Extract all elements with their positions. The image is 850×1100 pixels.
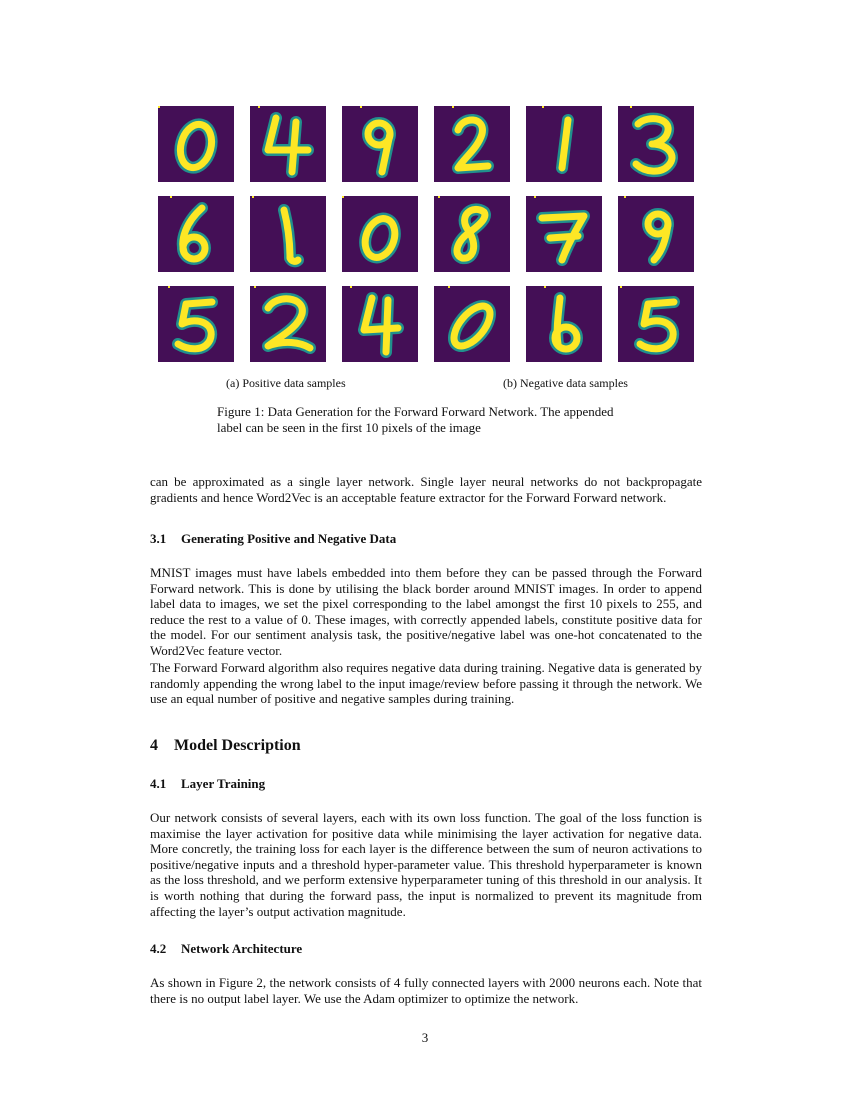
section-title: Model Description [174, 737, 301, 754]
digit-tile [250, 106, 326, 182]
digit-tile [158, 196, 234, 272]
section-heading-4 [150, 737, 301, 755]
page-number: 3 [421, 1030, 429, 1045]
figure-1 [158, 106, 698, 362]
figure-caption-label: Figure 1: [217, 404, 265, 419]
digit-tile [250, 196, 326, 272]
section-title: Network Architecture [181, 941, 303, 956]
section-number: 4.1 [150, 776, 167, 791]
section-heading-4-1 [150, 776, 265, 792]
digit-tile [250, 286, 326, 362]
digit-tile [342, 286, 418, 362]
digit-tile [526, 286, 602, 362]
section-heading-4-2 [150, 941, 302, 957]
figure-caption-text: Data Generation for the Forward Forward Network. The appended label can be seen in the first 10 pixels of the image [217, 404, 614, 435]
digit-tile [618, 286, 694, 362]
paragraph-3-1-b: The Forward Forward algorithm also requires negative data during training. Negative data is generated by randomly appending the wrong label to the input image/review before passing it through the network. We use an equal number of positive and negative samples during training. [150, 660, 702, 707]
intro-paragraph: can be approximated as a single layer network. Single layer neural networks do not backpropagate gradients and hence Word2Vec is an acceptable feature extractor for the Forward Forward network. [150, 474, 702, 505]
section-title: Layer Training [181, 776, 266, 791]
section-title: Generating Positive and Negative Data [181, 531, 397, 546]
digit-tile [434, 286, 510, 362]
digit-tile [158, 286, 234, 362]
digit-tile [434, 196, 510, 272]
figure-caption [217, 404, 637, 436]
paragraph-4-1: Our network consists of several layers, each with its own loss function. The goal of the loss function is maximise the layer activation for positive data while minimising the layer activation for negative data. More concretly, the training loss for each layer is the difference between the sum of neuron activations to positive/negative inputs and a threshold hyper-parameter value. This threshold hyperparameter is known as the loss threshold, and we perform extensive hyperparameter tuning of this threshold in our analysis. It is worth nothing that during the forward pass, the input is normalized to prevent its magnitude from affecting the layer’s output activation magnitude. [150, 810, 702, 919]
digit-tile [526, 106, 602, 182]
digit-tile [526, 196, 602, 272]
paragraph-4-2: As shown in Figure 2, the network consists of 4 fully connected layers with 2000 neurons each. Note that there is no output label layer. We use the Adam optimizer to optimize the network. [150, 975, 702, 1006]
section-number: 4.2 [150, 941, 167, 956]
digit-tile [434, 106, 510, 182]
subcaption-a: (a) Positive data samples [226, 376, 346, 390]
digit-tile [158, 106, 234, 182]
digit-tile [618, 106, 694, 182]
section-number: 4 [150, 737, 158, 754]
section-number: 3.1 [150, 531, 167, 546]
digit-tile [342, 106, 418, 182]
subcaption-b: (b) Negative data samples [503, 376, 628, 390]
digit-tile [342, 196, 418, 272]
digit-tile [618, 196, 694, 272]
paragraph-3-1-a: MNIST images must have labels embedded into them before they can be passed through the Forward Forward network. This is done by utilising the black border around MNIST images. In order to append label data to images, we set the pixel corresponding to the label amongst the first 10 pixels to 255, and reduce the rest to a value of 0. These images, with correctly appended labels, constitute positive data for the model. For our sentiment analysis task, the positive/negative label was one-hot concatenated to the Word2Vec feature vector. [150, 565, 702, 658]
section-heading-3-1 [150, 531, 396, 547]
